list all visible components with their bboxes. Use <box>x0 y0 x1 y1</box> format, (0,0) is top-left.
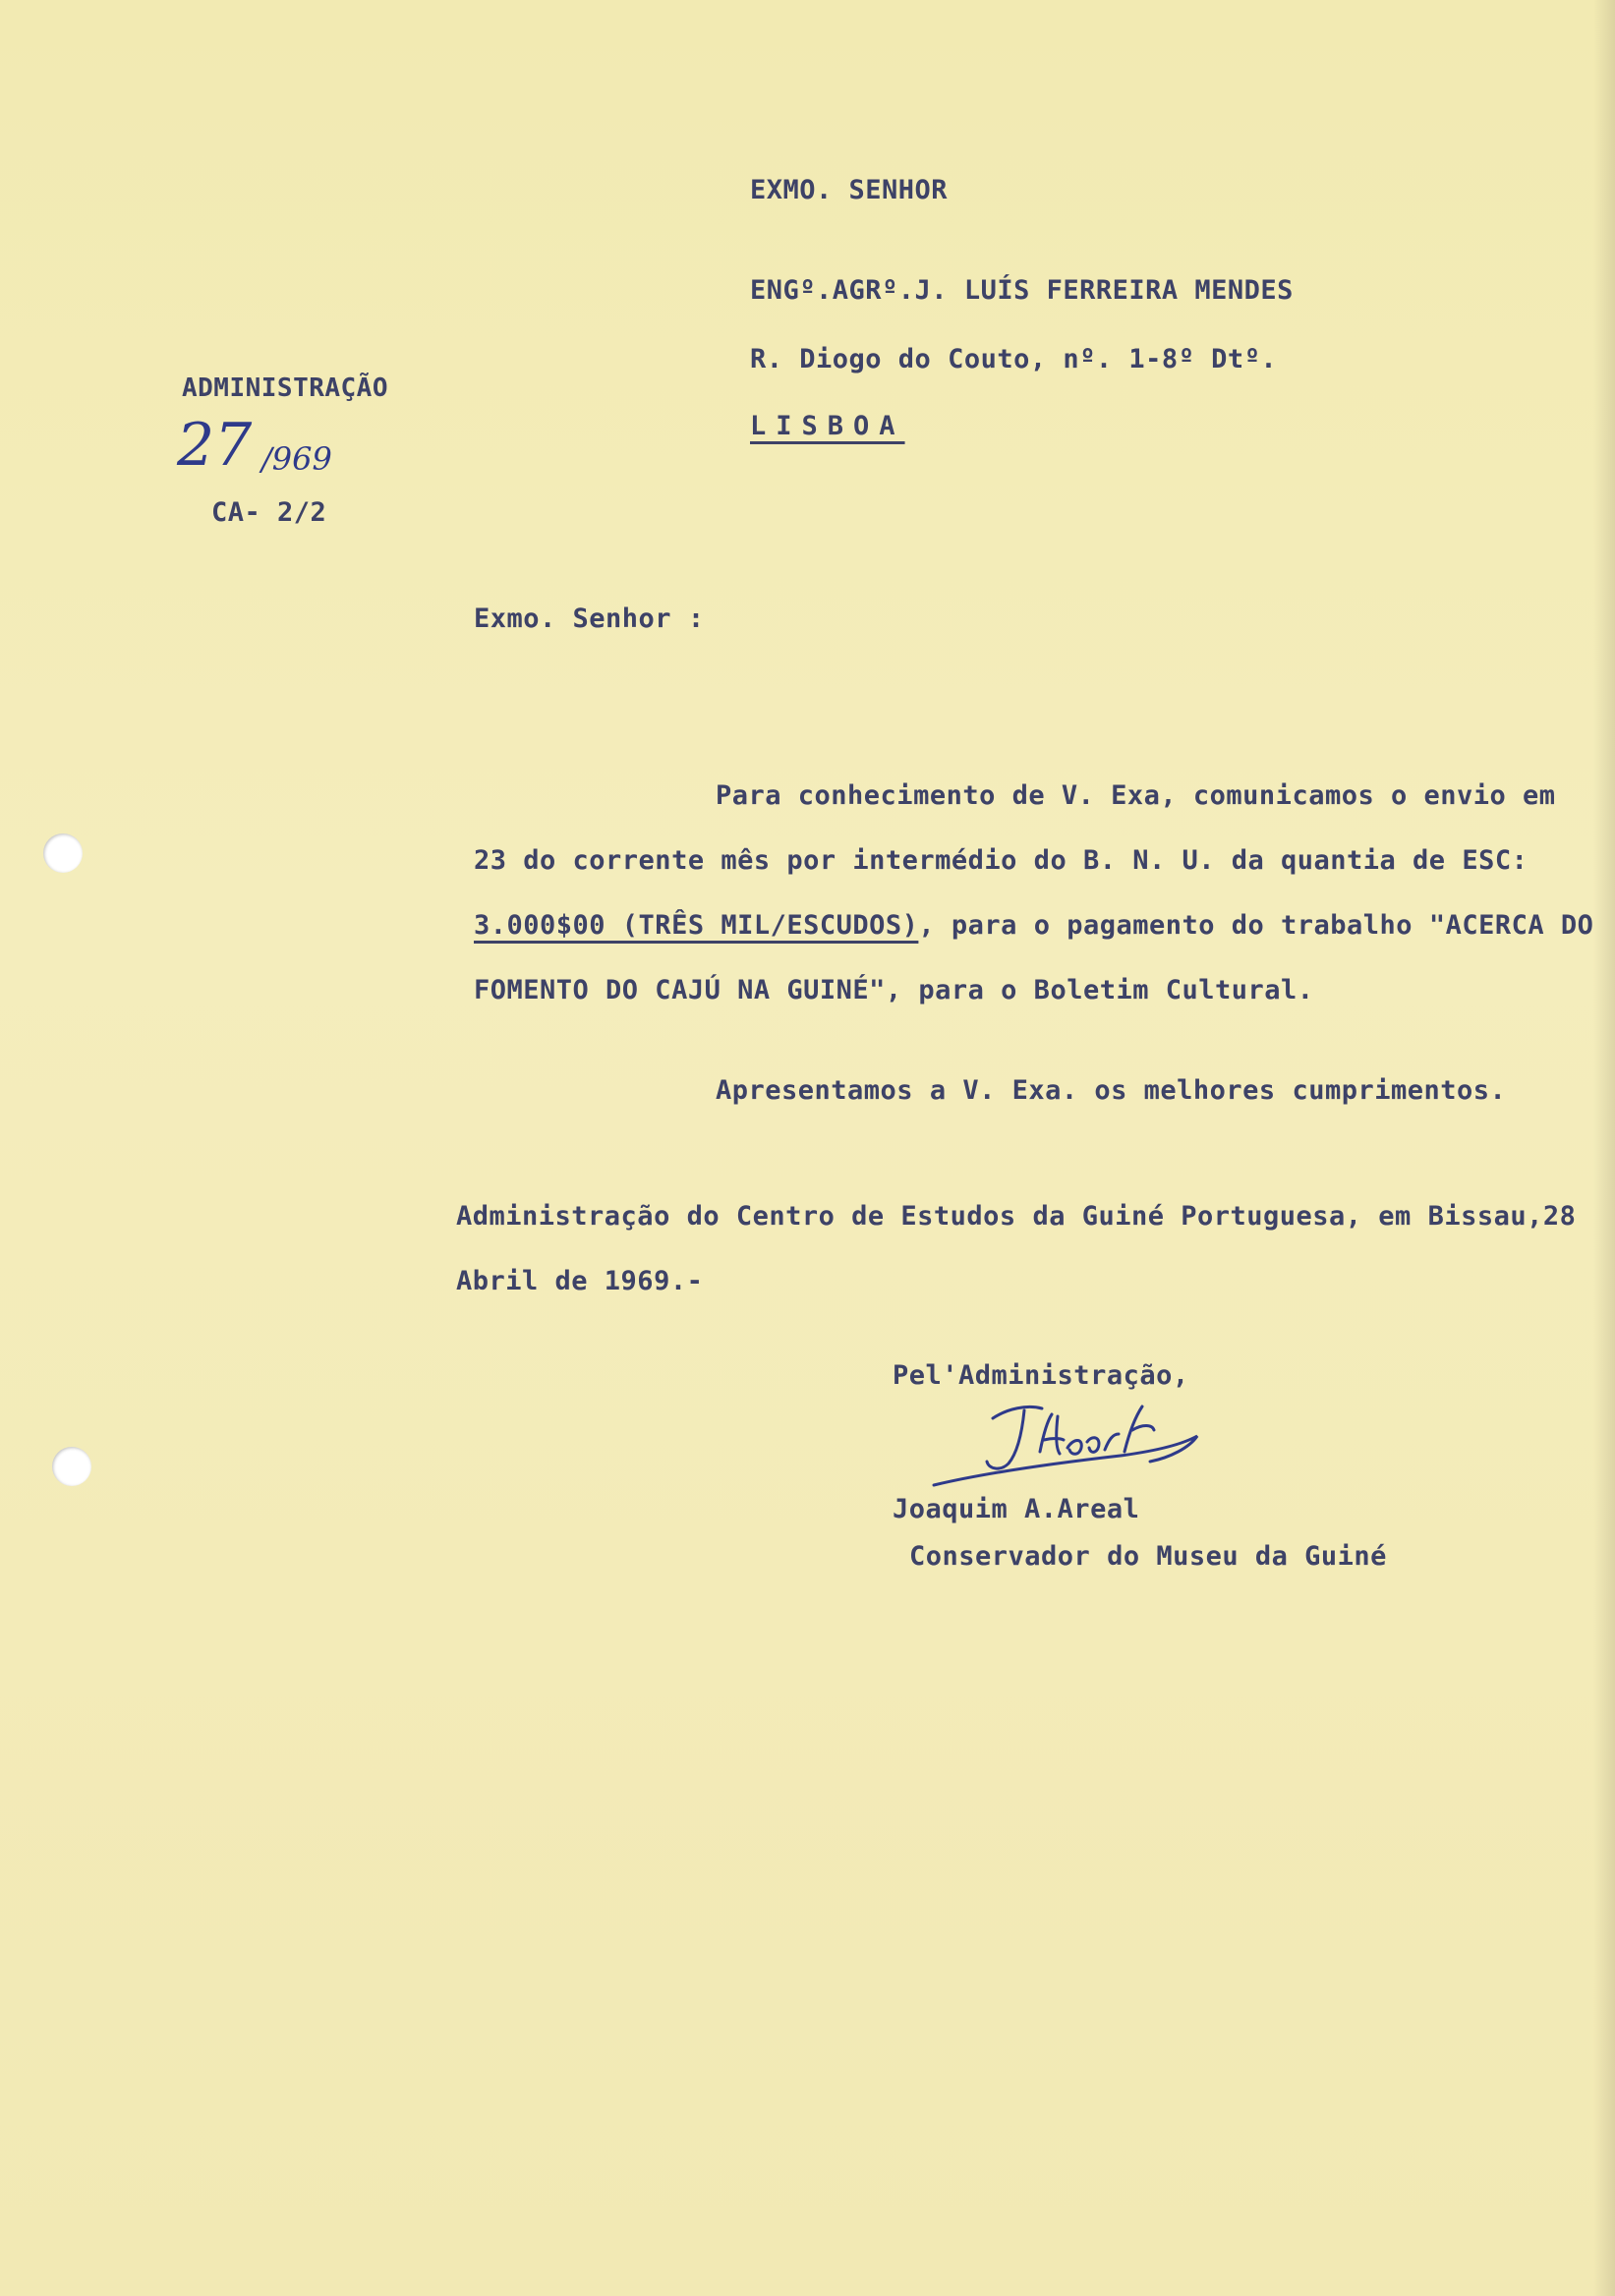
place-date-line-1: Administração do Centro de Estudos da Guiné Portuguesa, em Bissau,28 <box>456 1201 1577 1232</box>
signature-text: JAreal <box>924 1391 928 1392</box>
signatory-title: Conservador do Museu da Guiné <box>909 1541 1387 1572</box>
reference-year: /969 <box>261 440 332 478</box>
body-line-4: FOMENTO DO CAJÚ NA GUINÉ", para o Boletim Cultural. <box>474 975 1314 1005</box>
reference-department: ADMINISTRAÇÃO <box>182 373 388 403</box>
body-closing: Apresentamos a V. Exa. os melhores cumprimentos. <box>716 1075 1507 1106</box>
recipient-name: ENGº.AGRº.J. LUÍS FERREIRA MENDES <box>750 275 1294 306</box>
signatory-name: Joaquim A.Areal <box>893 1494 1140 1524</box>
punch-hole-top <box>43 833 83 873</box>
reference-code: CA- 2/2 <box>211 497 327 528</box>
punch-hole-bottom <box>52 1447 91 1486</box>
reference-number: 27 <box>177 411 253 480</box>
handwritten-signature <box>924 1391 1219 1503</box>
paper-edge <box>1593 0 1615 2296</box>
body-line-3 <box>474 910 1593 941</box>
body-line-1: Para conhecimento de V. Exa, comunicamos o envio em <box>716 780 1556 811</box>
place-date-line-2: Abril de 1969.- <box>456 1266 704 1296</box>
letter-greeting: Exmo. Senhor : <box>474 603 705 634</box>
recipient-salutation: EXMO. SENHOR <box>750 175 949 205</box>
recipient-street: R. Diogo do Couto, nº. 1-8º Dtº. <box>750 344 1278 374</box>
recipient-city: LISBOA <box>750 411 905 441</box>
payment-amount: 3.000$00 (TRÊS MIL/ESCUDOS) <box>474 910 919 941</box>
body-line-2: 23 do corrente mês por intermédio do B. N. U. da quantia de ESC: <box>474 845 1528 876</box>
signature-drawing <box>924 1391 1219 1499</box>
body-line-3-rest: , para o pagamento do trabalho "ACERCA DO <box>918 910 1594 941</box>
signature-on-behalf: Pel'Administração, <box>893 1360 1189 1391</box>
